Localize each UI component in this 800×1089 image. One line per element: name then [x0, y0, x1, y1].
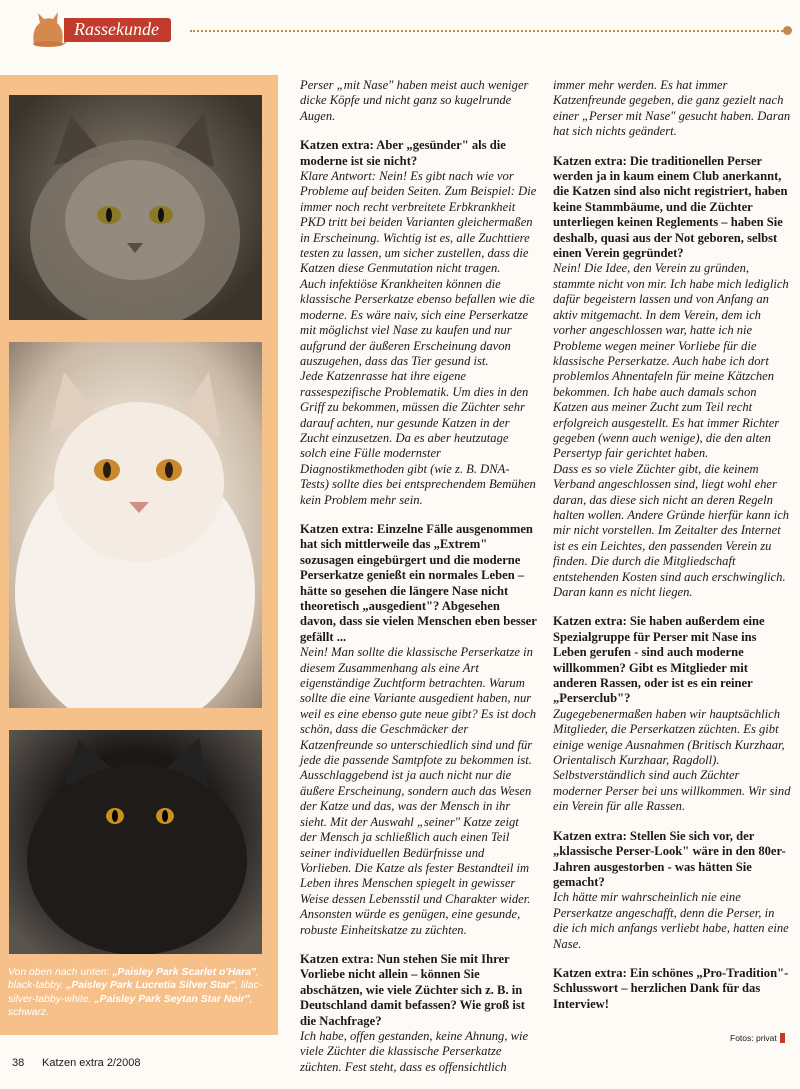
interview-question: Katzen extra: Stellen Sie sich vor, der „klassische Perser-Look" wäre in den 80er-Jahren ausgestorben - was hätten Sie gemacht?	[553, 828, 786, 889]
cat-photo-lilac-silver-tabby-white	[9, 342, 262, 708]
interview-question: Katzen extra: Die traditionellen Perser werden ja in kaum einem Club anerkannt, die Katzen sind also nicht registriert, haben keine Stammbäume, und die Züchter unterliegen keinen Reglements – haben Sie deshalb, quasi aus der Not geboren, selbst einen Verein gegründet?	[553, 153, 788, 261]
page-number: 38	[12, 1057, 25, 1069]
header-dotted-rule	[190, 30, 786, 32]
caption-cat3-color: , schwarz.	[8, 993, 253, 1019]
caption-cat2-name: „Paisley Park Lucretia Silver Star"	[66, 980, 236, 992]
article-column-middle	[300, 78, 538, 1089]
answer-paragraph: Klare Antwort: Nein! Es gibt nach wie vor Probleme auf beiden Seiten. Zum Beispiel: Die immer noch recht verbreitete Erbkrankheit PKD tritt bei beiden Varianten gleichermaßen in Erscheinung. Wichtig ist es, alle Zuchttiere testen zu lassen, um sicher zustellen, dass die Katzen diese Genmutation nicht tragen.	[300, 169, 537, 276]
credit-marker	[780, 1033, 785, 1043]
answer-paragraph: Nein! Die Idee, den Verein zu gründen, stammte nicht von mir. Ich habe mich lediglich dafür begeistern lassen und von Anfang an aktiv mitgemacht. In dem Verein, dem ich vorher angeschlossen war, hatte ich nie Probleme wegen meiner Vorliebe für die klassische Perserkatze. Auch habe ich dort problemlos Ahnentafeln für meine Kätzchen bekommen. Ich habe auch damals schon Katzen aus meiner Zucht zum Teil recht erfolgreich ausgestellt. Es hat immer Richter gegeben (wenn auch wenige), die den alten Persertyp fair gerichtet haben.	[553, 261, 789, 461]
answer-paragraph: Zugegebenermaßen haben wir hauptsächlich Mitglieder, die Perserkatzen züchten. Es gibt einige wenige Ausnahmen (Britisch Kurzhaar, Orientalisch Kurzhaar, Ragdoll). Selbstverständlich sind auch Züchter moderner Perser bei uns willkommen. Wir sind ein Verein für alle Rassen.	[553, 706, 791, 814]
interview-question: Katzen extra: Einzelne Fälle ausgenommen hat sich mittlerweile das „Extrem" sozusagen eingebürgert und die moderne Perserkatze genießt ein normales Leben – hätte so gesehen die längere Nase nicht theoretisch „ausgedient"? Abgesehen davon, dass sie vielen Menschen eben besser gefällt ...	[300, 521, 537, 644]
photo-caption	[8, 966, 270, 1020]
caption-cat1-name: „Paisley Park Scarlet o'Hara"	[112, 967, 256, 978]
page-header	[0, 0, 800, 60]
answer-paragraph: Dass es so viele Züchter gibt, die keinem Verband angeschlossen sind, liegt wohl eher daran, das diese sich nicht an deren Regeln halten wollen. Andere Gründe hierfür kann ich mir nicht vorstellen. Im Zeitalter des Internet ist es ein Leichtes, den passenden Verein zu finden. Die durch die Mitgliedschaft entstehenden Kosten sind auch erschwinglich. Daran kann es nicht liegen.	[553, 461, 790, 599]
section-label: Rassekunde	[64, 18, 171, 42]
answer-paragraph: Nein! Man sollte die klassische Perserkatze in diesem Zusammenhang als eine Art eigenständige Zuchtform betrachten. Warum sollte die eine Variante ausgedient haben, nur weil es eine ebenso gute neue gibt? Es ist doch schön, dass die Geschmäcker der Katzenfreunde so unterschiedlich sind und für jede die passende Samtpfote zu bekommen ist.	[300, 645, 537, 768]
caption-cat3-name: „Paisley Park Seytan Star Noir"	[94, 993, 250, 1005]
caption-cat1-color: , black-tabby.	[8, 967, 259, 992]
cat-photo-black	[9, 730, 262, 954]
article-column-right	[553, 78, 791, 1012]
publication-issue: Katzen extra 2/2008	[42, 1057, 141, 1069]
answer-paragraph: Ich hätte mir wahrscheinlich nie eine Perserkatze angeschafft, denn die Perser, in die ich mich anfangs verliebt habe, hatten eine Nase.	[553, 890, 789, 951]
interview-question: Katzen extra: Aber „gesünder" als die moderne ist sie nicht?	[300, 138, 506, 168]
answer-paragraph: Perser „mit Nase" haben meist auch weniger dicke Köpfe und nicht ganz so kugelrunde Augen.	[300, 78, 529, 123]
closing-statement: Katzen extra: Ein schönes „Pro-Tradition"-Schlusswort – herzlichen Dank für das Interview!	[553, 965, 789, 1011]
answer-paragraph: Jede Katzenrasse hat ihre eigene rassespezifische Problematik. Um dies in den Griff zu bekommen, müssen die Züchter sehr darauf achten, nur gesunde Katzen in der Zucht einzusetzen. Da es aber heutzutage solch eine Fülle modernster Diagnostikmethoden gibt (wie z. B. DNA-Tests) sollte dies bei entsprechendem Bemühen kein Problem mehr sein.	[300, 369, 536, 507]
interview-question: Katzen extra: Sie haben außerdem eine Spezialgruppe für Perser mit Nase ins Leben gerufen - sind auch moderne willkommen? Gibt es Mitglieder mit anderen Rassen, oder ist es ein reiner „Perserclub"?	[553, 614, 765, 706]
caption-cat2-color: , lilac-silver-tabby-white.	[8, 980, 263, 1005]
caption-lead: Von oben nach unten:	[8, 967, 113, 978]
header-rule-dot	[783, 26, 792, 35]
answer-paragraph: Ich habe, offen gestanden, keine Ahnung, wie viele Züchter die klassische Perserkatze züchten. Fest steht, dass es offensichtlich	[300, 1028, 529, 1074]
answer-paragraph: Ausschlaggebend ist ja auch nicht nur die äußere Erscheinung, sondern auch das Wesen der Katze und das, was der Mensch in ihr sieht. Mit der Auswahl „seiner" Katze zeigt der Mensch ja schließlich auch einen Teil seiner individuellen Bedürfnisse und Vorlieben. Die Katze als fester Bestandteil im Leben ihres Menschen spiegelt in gewisser Weise dessen Lebensstil und Charakter wider. Ansonsten würde es genügen, eine gesunde, robuste Einheitskatze zu züchten.	[300, 768, 532, 937]
answer-paragraph: Auch infektiöse Krankheiten können die klassische Perserkatze ebenso befallen wie die moderne. Es wäre naiv, sich eine Perserkatze mit möglichst viel Nase zu kaufen und nur aufgrund der äußeren Erscheinung davon auszugehen, dass das Tier gesund ist.	[300, 276, 535, 368]
cat-photo-black-tabby	[9, 95, 262, 320]
interview-question: Katzen extra: Nun stehen Sie mit Ihrer Vorliebe nicht allein – können Sie abschätzen, wie viele Züchter sich z. B. in Deutschland damit befassen? Wie groß ist die Nachfrage?	[300, 951, 525, 1028]
answer-paragraph: immer mehr werden. Es hat immer Katzenfreunde gegeben, die ganz gezielt nach einer „Perser mit Nase" gesucht haben. Daran hat sich nichts geändert.	[553, 78, 791, 139]
photo-credit: Fotos: privat	[730, 1033, 777, 1043]
